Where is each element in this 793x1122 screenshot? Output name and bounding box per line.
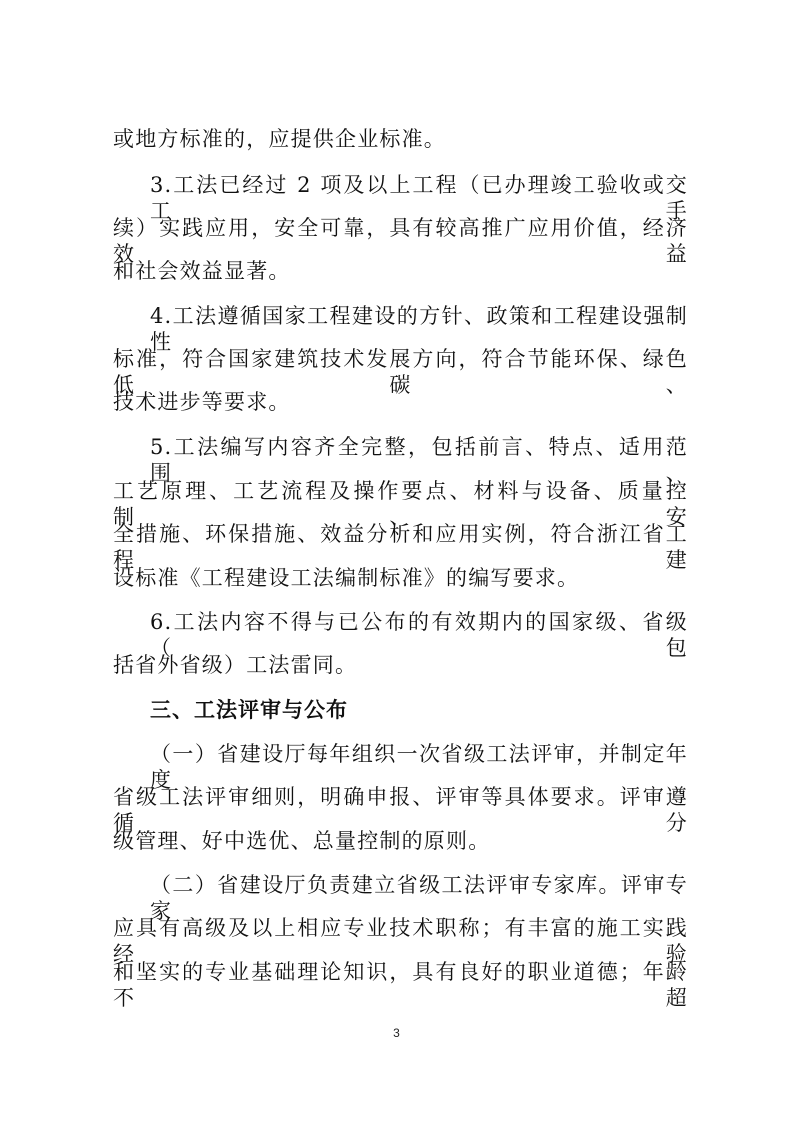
text-line: 省级工法评审细则，明确申报、评审等具体要求。评审遵循分 bbox=[113, 785, 688, 835]
text-line: 级管理、好中选优、总量控制的原则。 bbox=[113, 829, 491, 853]
text-line: 设标准《工程建设工法编制标准》的编写要求。 bbox=[113, 566, 580, 590]
text-line: 工艺原理、工艺流程及操作要点、材料与设备、质量控制、安 bbox=[113, 479, 688, 529]
text-line: 和社会效益显著。 bbox=[113, 259, 291, 283]
text-line: 6.工法内容不得与已公布的有效期内的国家级、省级（包 bbox=[150, 610, 688, 660]
text-line: （二）省建设厅负责建立省级工法评审专家库。评审专家 bbox=[150, 873, 688, 923]
text-line: （一）省建设厅每年组织一次省级工法评审，并制定年度 bbox=[150, 742, 688, 792]
text-line: 和坚实的专业基础理论知识，具有良好的职业道德；年龄不超 bbox=[113, 960, 688, 1010]
text-line: 技术进步等要求。 bbox=[113, 390, 291, 414]
text-line: 全措施、环保措施、效益分析和应用实例，符合浙江省工程建 bbox=[113, 522, 688, 572]
text-line: 或地方标准的，应提供企业标准。 bbox=[113, 127, 446, 151]
page-number: 3 bbox=[393, 1026, 400, 1040]
text-line: 5.工法编写内容齐全完整，包括前言、特点、适用范围、 bbox=[150, 435, 688, 485]
text-line: 应具有高级及以上相应专业技术职称；有丰富的施工实践经验 bbox=[113, 916, 688, 966]
text-line: 4.工法遵循国家工程建设的方针、政策和工程建设强制性 bbox=[150, 304, 688, 354]
text-line: 3.工法已经过 2 项及以上工程（已办理竣工验收或交工手 bbox=[150, 173, 688, 223]
section-heading: 三、工法评审与公布 bbox=[150, 698, 348, 722]
text-line: 括省外省级）工法雷同。 bbox=[113, 653, 358, 677]
text-line: 标准，符合国家建筑技术发展方向，符合节能环保、绿色低碳、 bbox=[113, 347, 688, 397]
text-line: 续）实践应用，安全可靠，具有较高推广应用价值，经济效益 bbox=[113, 216, 688, 266]
